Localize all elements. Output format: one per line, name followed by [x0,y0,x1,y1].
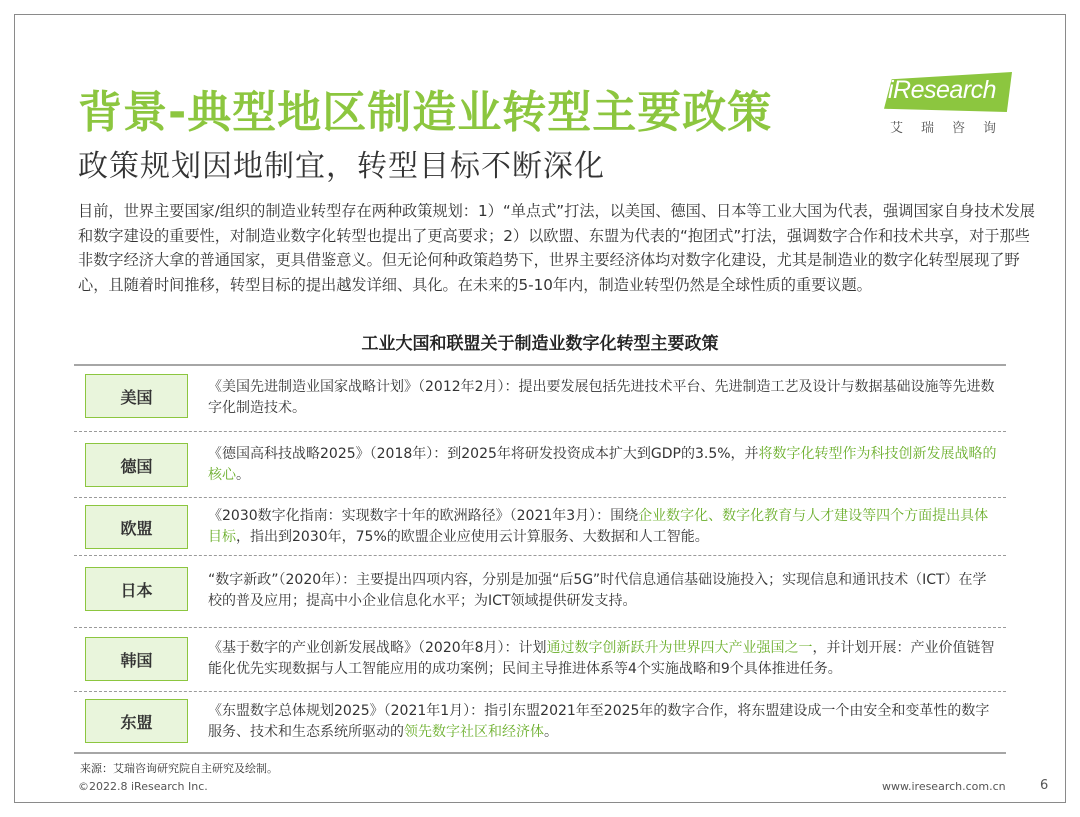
policy-row-eu [74,498,1006,556]
policy-text-b: ，并计划开展：产业价值链智能化优先实现数据与人工智能应用的成功案例；民间主导推进体系等4个实施战略和9个具体推进任务。 [208,640,995,677]
country-label: 韩国 [85,637,188,681]
source-note: 来源：艾瑞咨询研究院自主研究及绘制。 [80,762,278,775]
policy-highlight: 将数字化转型作为科技创新发展战略的核心 [208,446,997,483]
policy-text-b: ，指出到2030年，75%的欧盟企业应使用云计算服务、大数据和人工智能。 [236,529,709,545]
policy-text-a: “数字新政”（2020年）：主要提出四项内容，分别是加强“后5G”时代信息通信基础设施投入；实现信息和通讯技术（ICT）在学校的普及应用；提高中小企业信息化水平；为ICT领域提供研发支持。 [208,572,987,609]
iresearch-logo [884,72,1014,134]
country-label: 日本 [85,567,188,611]
page-title: 背景-典型地区制造业转型主要政策 [78,87,773,138]
page-subtitle: 政策规划因地制宜，转型目标不断深化 [78,149,605,184]
table-bottom-rule [74,752,1006,754]
policy-text [208,506,998,548]
logo-text: iResearch [888,76,997,104]
policy-highlight: 企业数字化、数字化教育与人才建设等四个方面提出具体目标 [208,508,989,545]
policy-row-usa [74,366,1006,432]
intro-paragraph: 目前，世界主要国家/组织的制造业转型存在两种政策规划：1）“单点式”打法，以美国、德国、日本等工业大国为代表，强调国家自身技术发展和数字建设的重要性，对制造业数字化转型也提出了更高要求；2）以欧盟、东盟为代表的“抱团式”打法，强调数字合作和技术共享，对于那些非数字经济大拿的普通国家，更具借鉴意义。但无论何种政策趋势下，世界主要经济体均对数字化建设，尤其是制造业的数字化转型展现了野心，且随着时间推移，转型目标的提出越发详细、具化。在未来的5-10年内，制造业转型仍然是全球性质的重要议题。 [78,202,1035,294]
policy-text [208,638,998,680]
country-label: 美国 [85,374,188,418]
country-label: 德国 [85,443,188,487]
footer-website: www.iresearch.com.cn [882,780,1006,793]
country-label: 欧盟 [85,505,188,549]
policy-text-a: 《2030数字化指南：实现数字十年的欧洲路径》（2021年3月）：围绕 [208,508,639,524]
policy-text [208,377,998,419]
policy-text [208,701,998,743]
policy-text-b: 。 [544,724,558,740]
policy-text-b: 。 [236,467,250,483]
logo-cn-text: 艾瑞咨询 [890,121,1015,136]
policy-text [208,570,998,612]
table-title: 工业大国和联盟关于制造业数字化转型主要政策 [361,334,719,354]
policy-text [208,444,998,486]
policy-row-germany [74,432,1006,498]
policy-text-a: 《美国先进制造业国家战略计划》（2012年2月）：提出要发展包括先进技术平台、先进制造工艺及设计与数据基础设施等先进数字化制造技术。 [208,379,995,416]
country-label: 东盟 [85,699,188,743]
policy-row-asean [74,692,1006,754]
policy-text-a: 《东盟数字总体规划2025》（2021年1月）：指引东盟2021年至2025年的数字合作，将东盟建设成一个由安全和变革性的数字服务、技术和生态系统所驱动的 [208,703,990,740]
policy-text-a: 《基于数字的产业创新发展战略》（2020年8月）：计划 [208,640,547,656]
policy-row-korea [74,628,1006,692]
policy-highlight: 领先数字社区和经济体 [404,724,544,740]
policy-row-japan [74,556,1006,628]
page-number: 6 [1040,778,1049,793]
policy-highlight: 通过数字创新跃升为世界四大产业强国之一 [546,640,813,656]
footer-copyright: ©2022.8 iResearch Inc. [78,780,208,793]
policy-text-a: 《德国高科技战略2025》（2018年）：到2025年将研发投资成本扩大到GDP的3.5%，并 [208,446,759,462]
